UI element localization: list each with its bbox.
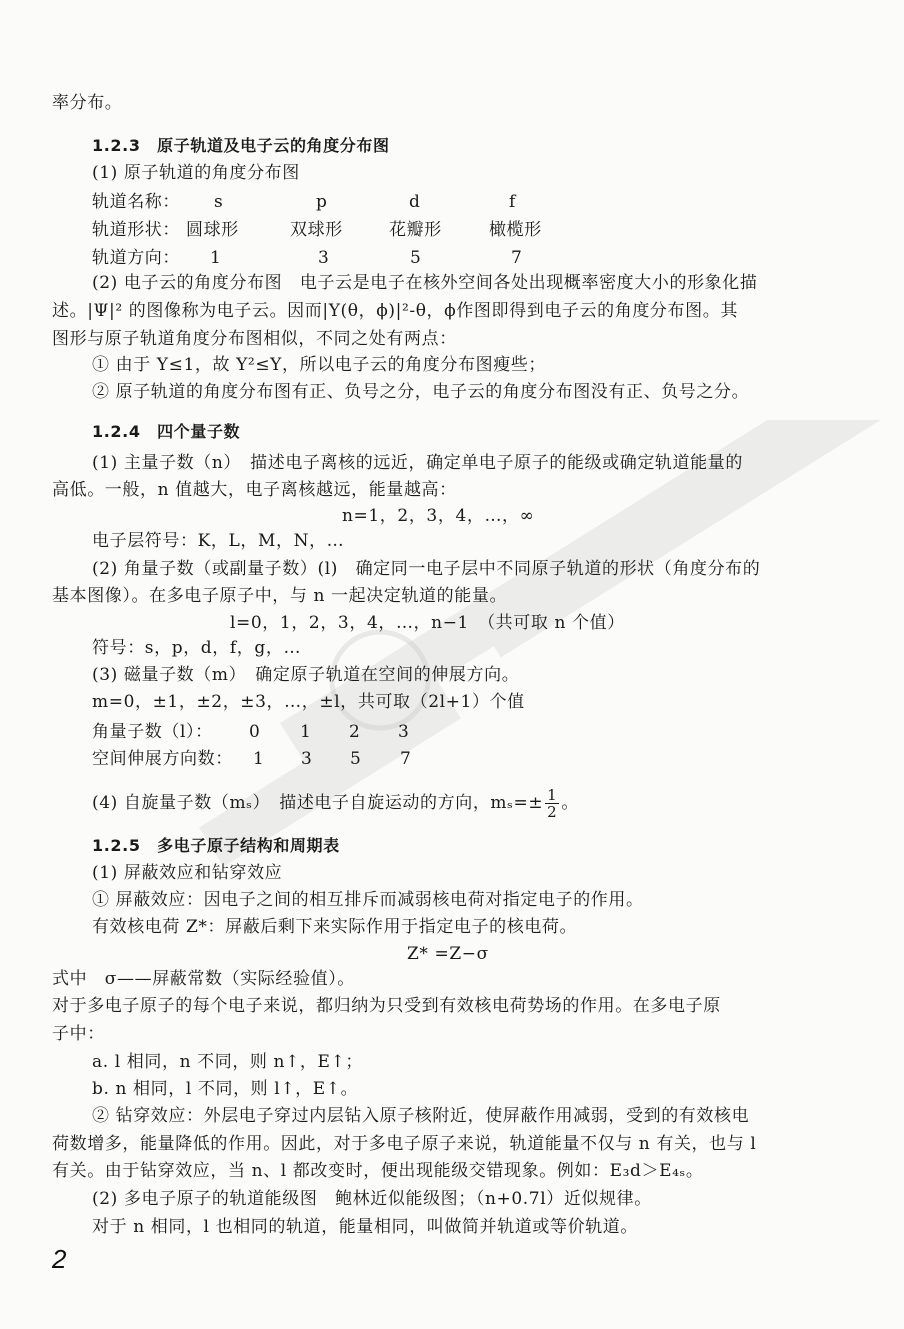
orbital-count: 7 bbox=[511, 248, 523, 268]
paragraph-line: 对于 n 相同，l 也相同的轨道，能量相同，叫做简并轨道或等价轨道。 bbox=[92, 1217, 638, 1237]
orientation-count: 3 bbox=[301, 749, 313, 769]
orbital-shape: 圆球形 bbox=[186, 220, 239, 240]
paragraph-line: 图形与原子轨道角度分布图相似，不同之处有两点： bbox=[52, 329, 457, 349]
equation-l: l=0，1，2，3，4，…，n−1 （共可取 n 个值） bbox=[230, 613, 625, 633]
row-label: 轨道名称： bbox=[92, 192, 180, 212]
heading-1-2-3: 1.2.3 原子轨道及电子云的角度分布图 bbox=[92, 136, 390, 155]
paragraph-line: 式中 σ——屏蔽常数（实际经验值）。 bbox=[52, 969, 355, 989]
paragraph-line: 符号：s，p，d，f，g，… bbox=[92, 638, 302, 658]
paragraph-line: ① 屏蔽效应：因电子之间的相互排斥而减弱核电荷对指定电子的作用。 bbox=[92, 890, 644, 910]
paragraph-line: 有关。由于钻穿效应，当 n、l 都改变时，便出现能级交错现象。例如：E₃d＞E₄ₛ。 bbox=[52, 1161, 704, 1181]
spin-end: 。 bbox=[561, 793, 579, 813]
paragraph-line: ② 原子轨道的角度分布图有正、负号之分，电子云的角度分布图没有正、负号之分。 bbox=[92, 382, 750, 402]
paragraph-principal-qn: (1) 主量子数（n） 描述电子离核的远近，确定单电子原子的能级或确定轨道能量的 bbox=[92, 453, 743, 473]
subheading-orbital-angular: (1) 原子轨道的角度分布图 bbox=[92, 163, 300, 183]
equation-n: n=1，2，3，4，…，∞ bbox=[342, 506, 535, 526]
orientation-count: 7 bbox=[400, 749, 412, 769]
orbital-shape: 橄榄形 bbox=[489, 220, 542, 240]
paragraph-electron-cloud: (2) 电子云的角度分布图 电子云是电子在核外空间各处出现概率密度大小的形象化描 bbox=[92, 273, 758, 293]
l-value: 0 bbox=[249, 722, 261, 742]
row-label: 角量子数（l）： bbox=[92, 722, 213, 742]
orbital-name: f bbox=[509, 192, 516, 212]
fraction-one-half bbox=[545, 787, 559, 820]
line-prob-dist: 率分布。 bbox=[52, 93, 123, 113]
paragraph-line: 子中： bbox=[52, 1024, 105, 1044]
orientation-count: 5 bbox=[350, 749, 362, 769]
paragraph-line: (2) 多电子原子的轨道能级图 鲍林近似能级图；（n+0.7l）近似规律。 bbox=[92, 1189, 652, 1209]
orbital-name: s bbox=[214, 192, 224, 212]
fraction-numerator: 1 bbox=[547, 786, 558, 804]
page-number: 2 bbox=[52, 1244, 67, 1274]
paragraph-line: 有效核电荷 Z*：屏蔽后剩下来实际作用于指定电子的核电荷。 bbox=[92, 917, 578, 937]
row-label: 轨道形状： bbox=[92, 220, 180, 240]
heading-1-2-4: 1.2.4 四个量子数 bbox=[92, 422, 241, 441]
spin-text: (4) 自旋量子数（mₛ） 描述电子自旋运动的方向，mₛ=± bbox=[92, 793, 544, 813]
orbital-count: 5 bbox=[410, 248, 422, 268]
paragraph-line: 高低。一般，n 值越大，电子离核越远，能量越高： bbox=[52, 480, 457, 500]
orbital-shape: 花瓣形 bbox=[389, 220, 442, 240]
paragraph-line: 述。|Ψ|² 的图像称为电子云。因而|Y(θ，ϕ)|²-θ，ϕ作图即得到电子云的角度分布图。其 bbox=[52, 301, 738, 321]
l-value: 2 bbox=[349, 722, 361, 742]
paragraph-magnetic-qn: (3) 磁量子数（m） 确定原子轨道在空间的伸展方向。 bbox=[92, 665, 520, 685]
equation-m: m=0，±1，±2，±3，…，±l，共可取（2l+1）个值 bbox=[92, 692, 525, 712]
row-label: 空间伸展方向数： bbox=[92, 749, 233, 769]
orbital-count: 3 bbox=[318, 248, 330, 268]
orbital-count: 1 bbox=[210, 248, 222, 268]
list-item: b. n 相同，l 不同，则 l↑，E↑。 bbox=[92, 1079, 359, 1099]
list-item: a. l 相同，n 不同，则 n↑，E↑； bbox=[92, 1052, 363, 1072]
fraction-denominator: 2 bbox=[547, 803, 558, 821]
orbital-name: p bbox=[316, 192, 328, 212]
l-value: 1 bbox=[300, 722, 312, 742]
paragraph-line: ① 由于 Y≤1，故 Y²≤Y，所以电子云的角度分布图瘦些； bbox=[92, 355, 546, 375]
orbital-shape: 双球形 bbox=[290, 220, 343, 240]
subheading-shielding: (1) 屏蔽效应和钻穿效应 bbox=[92, 863, 283, 883]
paragraph-line: 基本图像）。在多电子原子中，与 n 一起决定轨道的能量。 bbox=[52, 586, 508, 606]
heading-1-2-5: 1.2.5 多电子原子结构和周期表 bbox=[92, 836, 340, 855]
paragraph-spin-qn bbox=[92, 786, 579, 820]
orbital-name: d bbox=[409, 192, 421, 212]
paragraph-line: 对于多电子原子的每个电子来说，都归纳为只受到有效核电荷势场的作用。在多电子原 bbox=[52, 996, 721, 1016]
row-label: 轨道方向： bbox=[92, 248, 180, 268]
l-value: 3 bbox=[398, 722, 410, 742]
paragraph-penetration: ② 钻穿效应：外层电子穿过内层钻入原子核附近，使屏蔽作用减弱，受到的有效核电 bbox=[92, 1106, 750, 1126]
paragraph-line: 电子层符号：K，L，M，N，… bbox=[92, 531, 345, 551]
paragraph-azimuthal-qn: (2) 角量子数（或副量子数）(l) 确定同一电子层中不同原子轨道的形状（角度分布的 bbox=[92, 559, 761, 579]
equation-z-eff: Z* =Z−σ bbox=[407, 944, 489, 964]
orientation-count: 1 bbox=[253, 749, 265, 769]
paragraph-line: 荷数增多，能量降低的作用。因此，对于多电子原子来说，轨道能量不仅与 n 有关，也与 l bbox=[52, 1134, 757, 1154]
